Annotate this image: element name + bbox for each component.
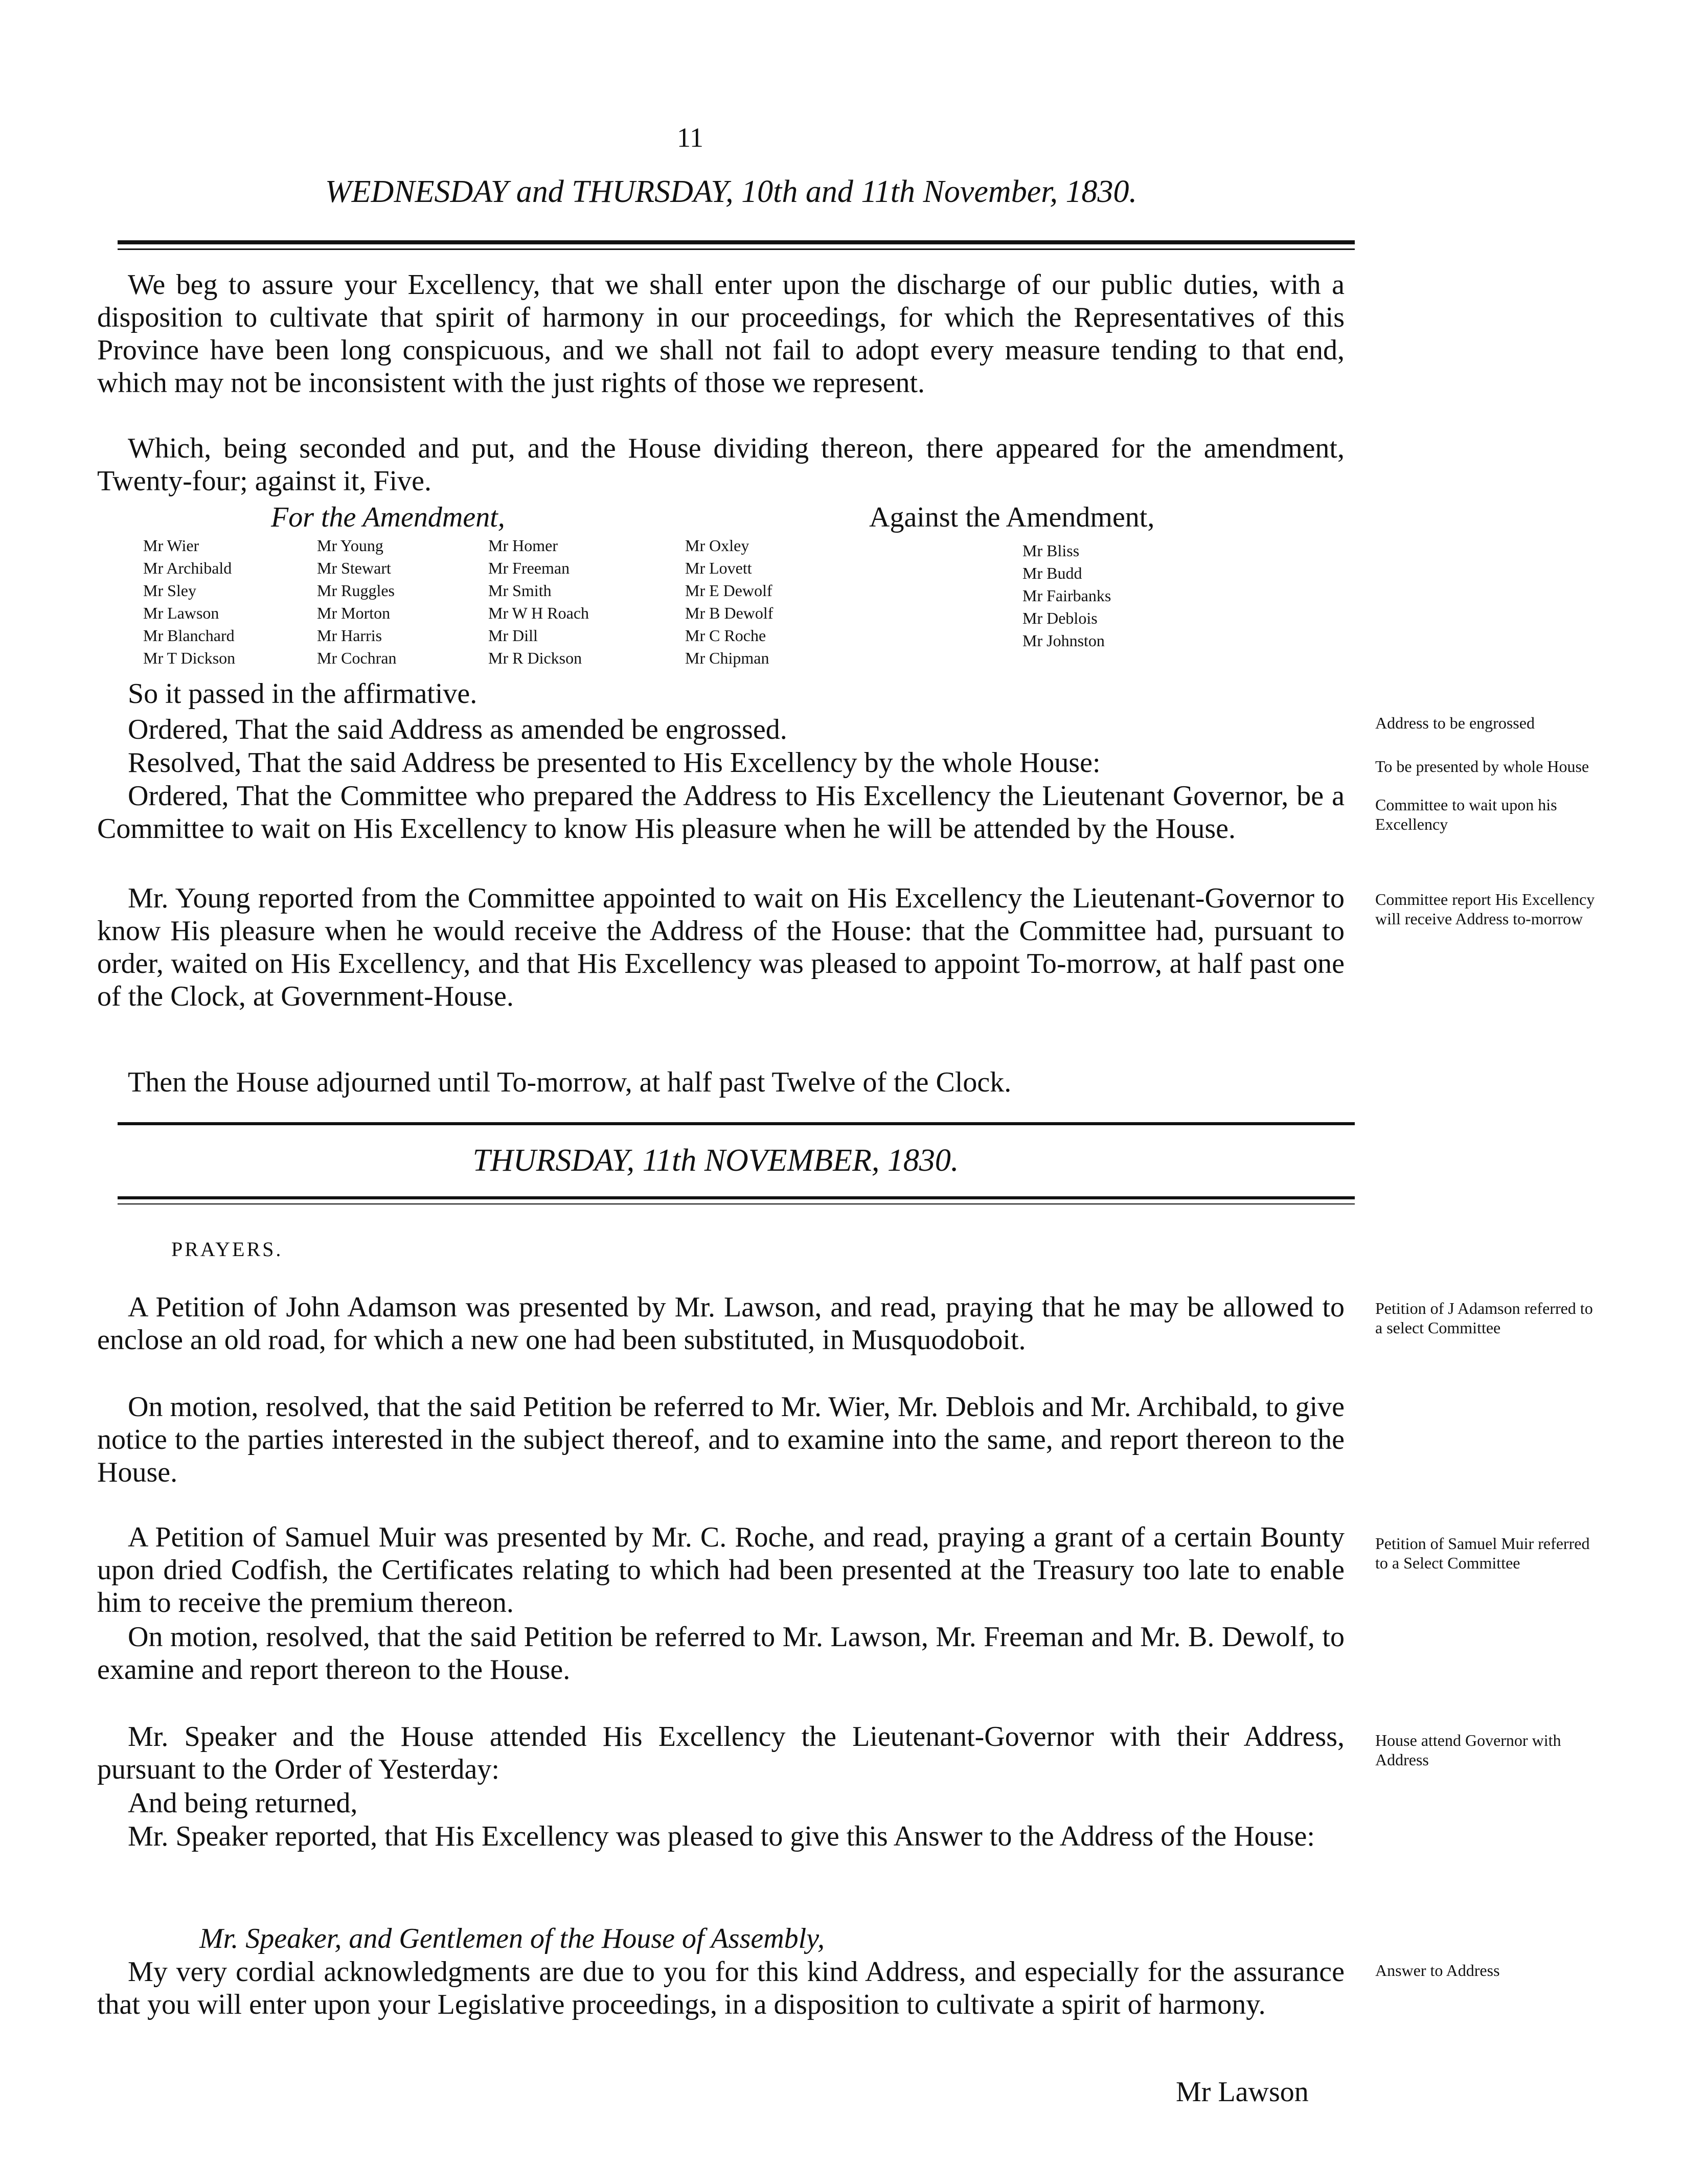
voter-name: Mr Ruggles (317, 581, 395, 600)
committee-report-paragraph: Mr. Young reported from the Committee appointed to wait on His Excellency the Lieutenant-Governor to know His pleasure when he would receive the Address of the House: that the Committee had, pursuant to order, waited on His Excellency, and that His Excellency was pleased to appoint To-morrow, at half past one of the Clock, at Government-House. (97, 882, 1345, 1012)
margin-note: Committee report His Excellency will receive Address to-morrow (1375, 890, 1595, 928)
voter-name: Mr Cochran (317, 649, 397, 667)
speaker-attended-paragraph: Mr. Speaker and the House attended His Excellency the Lieutenant-Governor with their Address, pursuant to the Order of Yesterday: (97, 1721, 1345, 1785)
voter-name: Mr Sley (143, 581, 196, 600)
adjournment-paragraph: Then the House adjourned until To-morrow, at half past Twelve of the Clock. (128, 1066, 1012, 1098)
margin-note: House attend Governor with Address (1375, 1731, 1561, 1769)
voter-name: Mr W H Roach (488, 604, 589, 622)
speaker-reported-paragraph: Mr. Speaker reported, that His Excellency was pleased to give this Answer to the Address of the House: (128, 1821, 1315, 1852)
voter-name: Mr E Dewolf (685, 581, 772, 600)
against-names (1022, 539, 1111, 652)
voter-name: Mr Smith (488, 581, 552, 600)
voter-name: Mr Wier (143, 536, 199, 555)
division-paragraph: Which, being seconded and put, and the House dividing thereon, there appeared for the amendment, Twenty-four; against it, Five. (97, 433, 1345, 497)
against-amendment-heading: Against the Amendment, (869, 502, 1155, 533)
section-rule-bottom (118, 1196, 1355, 1199)
for-names-col-4 (685, 534, 773, 669)
voter-name: Mr R Dickson (488, 649, 582, 667)
section-rule-top (118, 1122, 1355, 1125)
margin-note: Petition of Samuel Muir referred to a Select Committee (1375, 1534, 1590, 1572)
affirmative-paragraph: So it passed in the affirmative. (128, 678, 477, 710)
for-names-col-3 (488, 534, 589, 669)
voter-name: Mr Harris (317, 626, 382, 645)
adamson-motion-paragraph: On motion, resolved, that the said Petition be referred to Mr. Wier, Mr. Deblois and Mr. Archibald, to give notice to the parties interested in the subject thereof, and to examine into the same, and report thereon to the House. (97, 1391, 1345, 1488)
margin-note: Petition of J Adamson referred to a select Committee (1375, 1299, 1593, 1337)
muir-motion-paragraph: On motion, resolved, that the said Petition be referred to Mr. Lawson, Mr. Freeman and Mr. B. Dewolf, to examine and report thereon to the House. (97, 1621, 1345, 1686)
voter-name: Mr Budd (1022, 564, 1082, 582)
voter-name: Mr Dill (488, 626, 538, 645)
section-rule-bottom-thin (118, 1203, 1355, 1204)
voter-name: Mr Stewart (317, 559, 391, 577)
for-names-col-2 (317, 534, 397, 669)
resolved-presented-paragraph: Resolved, That the said Address be presented to His Excellency by the whole House: (128, 747, 1101, 779)
voter-name: Mr Lawson (143, 604, 219, 622)
for-names-col-1 (143, 534, 235, 669)
ordered-engrossed-paragraph: Ordered, That the said Address as amended be engrossed. (128, 714, 787, 745)
voter-name: Mr C Roche (685, 626, 766, 645)
voter-name: Mr Blanchard (143, 626, 235, 645)
voter-name: Mr Homer (488, 536, 558, 555)
voter-name: Mr B Dewolf (685, 604, 773, 622)
voter-name: Mr Freeman (488, 559, 570, 577)
muir-petition-paragraph: A Petition of Samuel Muir was presented by Mr. C. Roche, and read, praying a grant of a certain Bounty upon dried Codfish, the Certificates relating to which had been presented at the Treasury too late to enable him to receive the premium thereon. (97, 1521, 1345, 1619)
voter-name: Mr Bliss (1022, 541, 1080, 560)
catchword: Mr Lawson (1176, 2076, 1309, 2108)
margin-note: Address to be engrossed (1375, 714, 1535, 732)
address-paragraph: We beg to assure your Excellency, that we shall enter upon the discharge of our public duties, with a disposition to cultivate that spirit of harmony in our proceedings, for which the Representatives of this Province have been long conspicuous, and we shall not fail to adopt every measure tending to that end, which may not be inconsistent with the just rights of those we represent. (97, 269, 1345, 399)
page-number: 11 (677, 122, 703, 153)
ordered-committee-paragraph: Ordered, That the Committee who prepared the Address to His Excellency the Lieutenant Governor, be a Committee to wait on His Excellency to know His pleasure when he will be attended by the House. (97, 780, 1345, 845)
voter-name: Mr Deblois (1022, 609, 1098, 627)
adamson-petition-paragraph: A Petition of John Adamson was presented by Mr. Lawson, and read, praying that he may be allowed to enclose an old road, for which a new one had been substituted, in Musquodoboit. (97, 1291, 1345, 1356)
returned-paragraph: And being returned, (128, 1787, 358, 1819)
voter-name: Mr Lovett (685, 559, 752, 577)
for-amendment-heading: For the Amendment, (271, 502, 505, 533)
voter-name: Mr Morton (317, 604, 391, 622)
answer-paragraph: My very cordial acknowledgments are due to you for this kind Address, and especially for the assurance that you will enter upon your Legislative proceedings, in a disposition to cultivate a spirit of harmony. (97, 1956, 1345, 2020)
section-title: THURSDAY, 11th NOVEMBER, 1830. (472, 1143, 959, 1178)
prayers-heading: PRAYERS. (171, 1238, 283, 1261)
margin-note: To be presented by whole House (1375, 757, 1589, 776)
voter-name: Mr T Dickson (143, 649, 236, 667)
margin-note: Answer to Address (1375, 1961, 1500, 1980)
voter-name: Mr Oxley (685, 536, 749, 555)
header-rule-thin (118, 248, 1355, 250)
header-rule-thick (118, 240, 1355, 244)
running-head: WEDNESDAY and THURSDAY, 10th and 11th November, 1830. (325, 174, 1137, 209)
margin-note: Committee to wait upon his Excellency (1375, 795, 1557, 833)
voter-name: Mr Young (317, 536, 383, 555)
salutation: Mr. Speaker, and Gentlemen of the House of Assembly, (199, 1923, 825, 1954)
voter-name: Mr Johnston (1022, 631, 1105, 650)
voter-name: Mr Chipman (685, 649, 769, 667)
voter-name: Mr Fairbanks (1022, 586, 1111, 605)
voter-name: Mr Archibald (143, 559, 232, 577)
